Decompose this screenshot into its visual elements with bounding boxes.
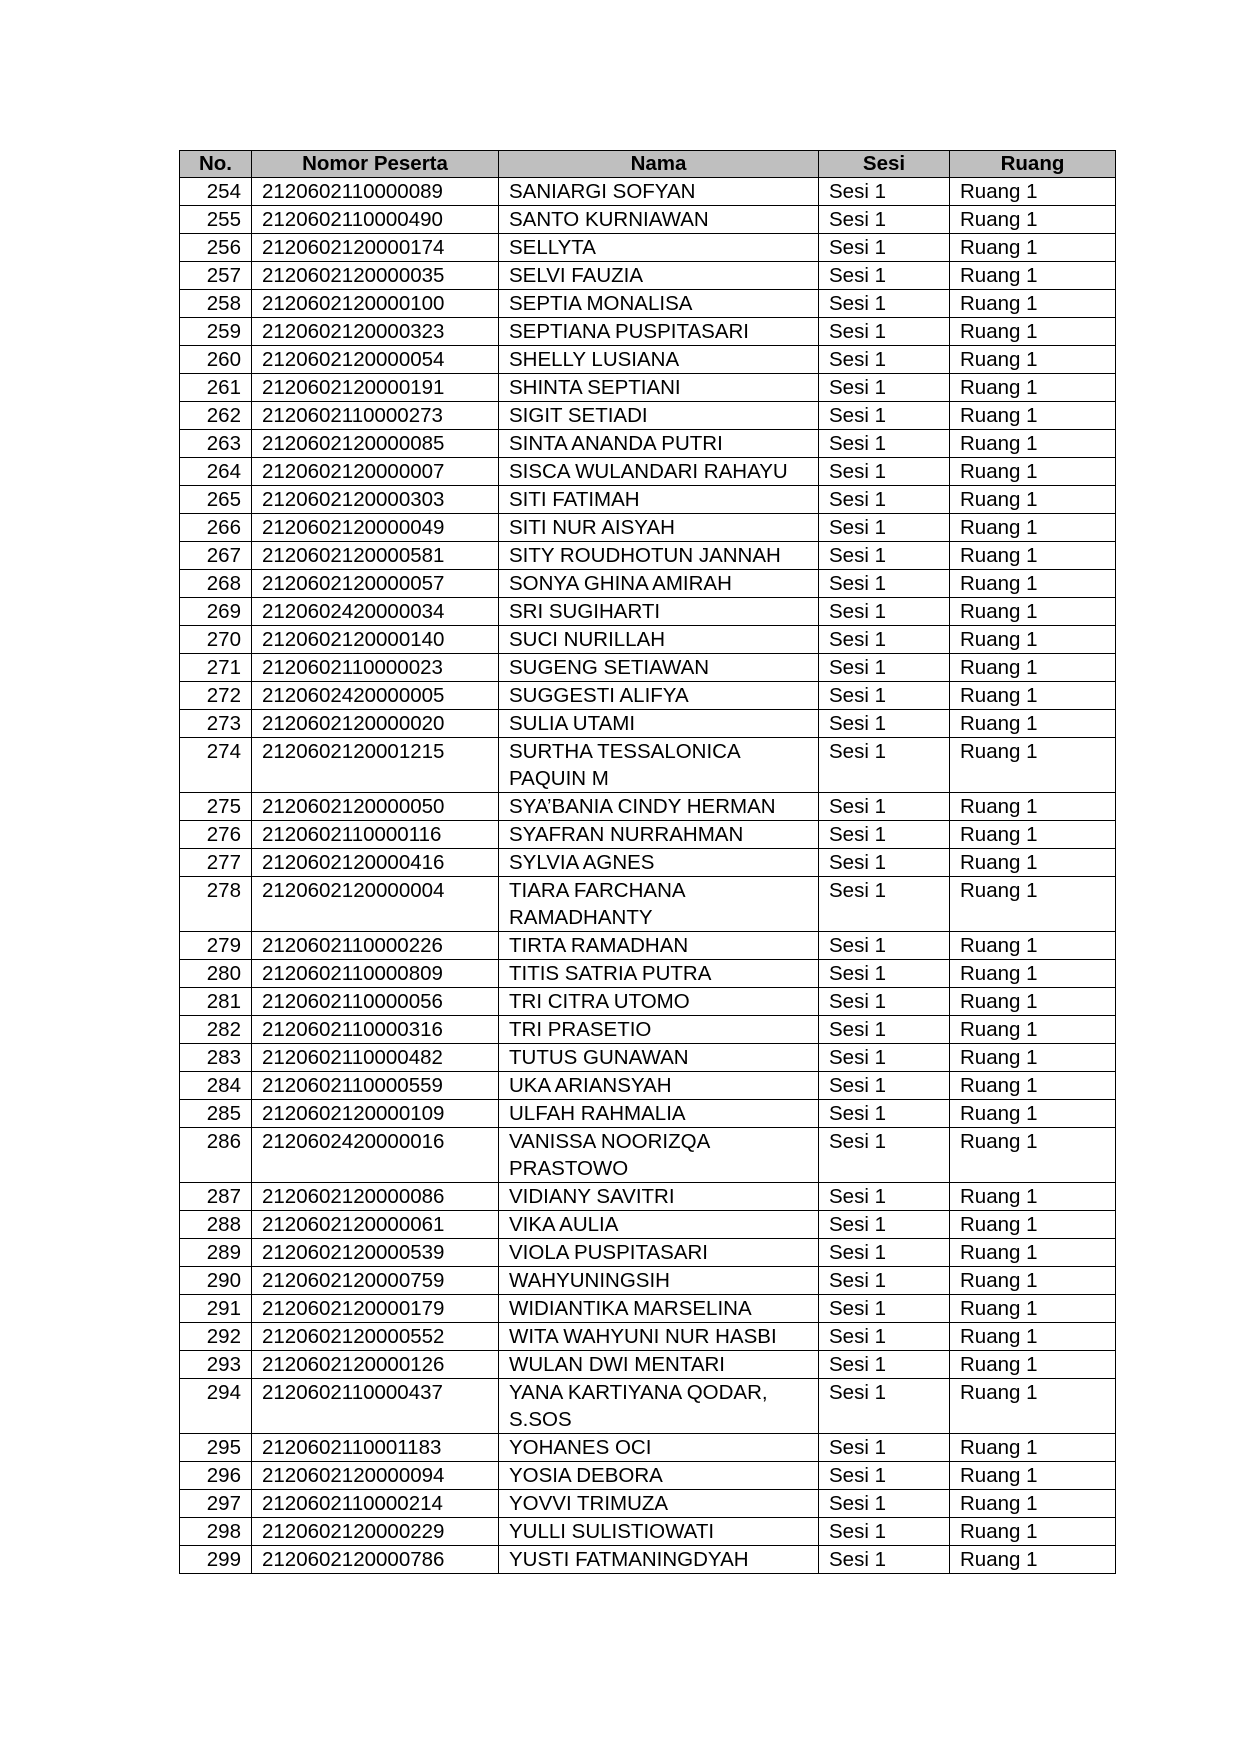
- cell-nomor-peserta: 2120602420000005: [252, 682, 499, 710]
- table-row: [180, 402, 1116, 430]
- cell-sesi: Sesi 1: [819, 1267, 950, 1295]
- cell-nama-line: S.SOS: [509, 1408, 572, 1431]
- cell-no: 263: [180, 430, 252, 458]
- cell-no: 257: [180, 262, 252, 290]
- table-row: [180, 486, 1116, 514]
- cell-no: 259: [180, 318, 252, 346]
- cell-ruang: Ruang 1: [950, 346, 1116, 374]
- cell-nomor-peserta: 2120602120000061: [252, 1211, 499, 1239]
- cell-nama: YULLI SULISTIOWATI: [499, 1518, 819, 1546]
- cell-nomor-peserta: 2120602120000140: [252, 626, 499, 654]
- cell-nama: [499, 1379, 819, 1434]
- cell-no: 255: [180, 206, 252, 234]
- cell-sesi: Sesi 1: [819, 1518, 950, 1546]
- cell-sesi: Sesi 1: [819, 654, 950, 682]
- cell-ruang: Ruang 1: [950, 430, 1116, 458]
- cell-sesi: Sesi 1: [819, 1462, 950, 1490]
- cell-no: 269: [180, 598, 252, 626]
- cell-nomor-peserta: 2120602110000437: [252, 1379, 499, 1434]
- table-row: [180, 1016, 1116, 1044]
- cell-ruang: Ruang 1: [950, 374, 1116, 402]
- cell-nama: SITI FATIMAH: [499, 486, 819, 514]
- table-row: [180, 793, 1116, 821]
- table-row: [180, 570, 1116, 598]
- table-row: [180, 1239, 1116, 1267]
- cell-no: 298: [180, 1518, 252, 1546]
- cell-no: 285: [180, 1100, 252, 1128]
- cell-sesi: Sesi 1: [819, 1128, 950, 1183]
- cell-nama: TRI CITRA UTOMO: [499, 988, 819, 1016]
- cell-no: 296: [180, 1462, 252, 1490]
- cell-nomor-peserta: 2120602110000116: [252, 821, 499, 849]
- cell-nomor-peserta: 2120602120000100: [252, 290, 499, 318]
- cell-nomor-peserta: 2120602110001183: [252, 1434, 499, 1462]
- cell-ruang: Ruang 1: [950, 206, 1116, 234]
- cell-nomor-peserta: 2120602110000559: [252, 1072, 499, 1100]
- table-row: [180, 877, 1116, 932]
- cell-ruang: Ruang 1: [950, 960, 1116, 988]
- cell-ruang: Ruang 1: [950, 710, 1116, 738]
- cell-nomor-peserta: 2120602120000552: [252, 1323, 499, 1351]
- cell-sesi: Sesi 1: [819, 514, 950, 542]
- cell-nomor-peserta: 2120602120000179: [252, 1295, 499, 1323]
- cell-ruang: Ruang 1: [950, 738, 1116, 793]
- cell-ruang: Ruang 1: [950, 1183, 1116, 1211]
- cell-nomor-peserta: 2120602120000416: [252, 849, 499, 877]
- cell-no: 286: [180, 1128, 252, 1183]
- cell-nama: SANIARGI SOFYAN: [499, 178, 819, 206]
- cell-ruang: Ruang 1: [950, 1434, 1116, 1462]
- table-row: [180, 710, 1116, 738]
- cell-no: 290: [180, 1267, 252, 1295]
- cell-nomor-peserta: 2120602110000023: [252, 654, 499, 682]
- cell-nama: SIGIT SETIADI: [499, 402, 819, 430]
- cell-nomor-peserta: 2120602120000007: [252, 458, 499, 486]
- table-row: [180, 626, 1116, 654]
- cell-sesi: Sesi 1: [819, 821, 950, 849]
- cell-sesi: Sesi 1: [819, 178, 950, 206]
- table-row: [180, 262, 1116, 290]
- cell-nama: SYA’BANIA CINDY HERMAN: [499, 793, 819, 821]
- cell-ruang: Ruang 1: [950, 654, 1116, 682]
- cell-nomor-peserta: 2120602120000303: [252, 486, 499, 514]
- cell-no: 267: [180, 542, 252, 570]
- cell-ruang: Ruang 1: [950, 793, 1116, 821]
- cell-no: 270: [180, 626, 252, 654]
- cell-nomor-peserta: 2120602110000226: [252, 932, 499, 960]
- cell-no: 260: [180, 346, 252, 374]
- table-row: [180, 1546, 1116, 1574]
- table-row: [180, 1462, 1116, 1490]
- cell-ruang: Ruang 1: [950, 1016, 1116, 1044]
- cell-nama: SITI NUR AISYAH: [499, 514, 819, 542]
- cell-sesi: Sesi 1: [819, 570, 950, 598]
- cell-nama: VIDIANY SAVITRI: [499, 1183, 819, 1211]
- cell-ruang: Ruang 1: [950, 234, 1116, 262]
- cell-nomor-peserta: 2120602120000759: [252, 1267, 499, 1295]
- cell-no: 294: [180, 1379, 252, 1434]
- cell-sesi: Sesi 1: [819, 542, 950, 570]
- table-row: [180, 346, 1116, 374]
- table-row: [180, 1323, 1116, 1351]
- table-row: [180, 1211, 1116, 1239]
- cell-nama: SELVI FAUZIA: [499, 262, 819, 290]
- table-row: [180, 682, 1116, 710]
- cell-nomor-peserta: 2120602120000054: [252, 346, 499, 374]
- cell-ruang: Ruang 1: [950, 262, 1116, 290]
- cell-sesi: Sesi 1: [819, 877, 950, 932]
- table-header: [180, 151, 1116, 178]
- cell-ruang: Ruang 1: [950, 682, 1116, 710]
- header-nomor-peserta: Nomor Peserta: [252, 151, 499, 178]
- cell-nama: [499, 877, 819, 932]
- cell-no: 299: [180, 1546, 252, 1574]
- cell-no: 276: [180, 821, 252, 849]
- cell-no: 262: [180, 402, 252, 430]
- table-row: [180, 374, 1116, 402]
- cell-nama: SONYA GHINA AMIRAH: [499, 570, 819, 598]
- table-row: [180, 960, 1116, 988]
- header-nama: Nama: [499, 151, 819, 178]
- cell-sesi: Sesi 1: [819, 290, 950, 318]
- cell-no: 266: [180, 514, 252, 542]
- cell-nama: SISCA WULANDARI RAHAYU: [499, 458, 819, 486]
- cell-ruang: Ruang 1: [950, 570, 1116, 598]
- cell-ruang: Ruang 1: [950, 542, 1116, 570]
- table-row: [180, 654, 1116, 682]
- cell-no: 282: [180, 1016, 252, 1044]
- cell-no: 281: [180, 988, 252, 1016]
- cell-nama: SANTO KURNIAWAN: [499, 206, 819, 234]
- table-row: [180, 1183, 1116, 1211]
- cell-sesi: Sesi 1: [819, 486, 950, 514]
- cell-sesi: Sesi 1: [819, 346, 950, 374]
- cell-nama: SYLVIA AGNES: [499, 849, 819, 877]
- cell-nomor-peserta: 2120602120000085: [252, 430, 499, 458]
- cell-nama: VIKA AULIA: [499, 1211, 819, 1239]
- cell-no: 261: [180, 374, 252, 402]
- cell-ruang: Ruang 1: [950, 1295, 1116, 1323]
- table-row: [180, 458, 1116, 486]
- cell-sesi: Sesi 1: [819, 430, 950, 458]
- cell-no: 275: [180, 793, 252, 821]
- cell-nama: YOVVI TRIMUZA: [499, 1490, 819, 1518]
- cell-no: 256: [180, 234, 252, 262]
- cell-nomor-peserta: 2120602120000050: [252, 793, 499, 821]
- cell-no: 264: [180, 458, 252, 486]
- table-row: [180, 290, 1116, 318]
- cell-sesi: Sesi 1: [819, 1379, 950, 1434]
- table-body: [180, 178, 1116, 1574]
- cell-nama: SUCI NURILLAH: [499, 626, 819, 654]
- cell-nomor-peserta: 2120602120000094: [252, 1462, 499, 1490]
- table-row: [180, 514, 1116, 542]
- cell-ruang: Ruang 1: [950, 1128, 1116, 1183]
- cell-nama-line: TIARA FARCHANA: [509, 879, 686, 902]
- cell-no: 258: [180, 290, 252, 318]
- cell-no: 287: [180, 1183, 252, 1211]
- cell-nomor-peserta: 2120602110000056: [252, 988, 499, 1016]
- cell-no: 292: [180, 1323, 252, 1351]
- cell-ruang: Ruang 1: [950, 821, 1116, 849]
- table-row: [180, 206, 1116, 234]
- table-row: [180, 1044, 1116, 1072]
- table-row: [180, 1295, 1116, 1323]
- cell-nama: [499, 1128, 819, 1183]
- cell-sesi: Sesi 1: [819, 626, 950, 654]
- table-row: [180, 988, 1116, 1016]
- cell-sesi: Sesi 1: [819, 318, 950, 346]
- cell-nama: SHINTA SEPTIANI: [499, 374, 819, 402]
- cell-nama: TUTUS GUNAWAN: [499, 1044, 819, 1072]
- cell-no: 277: [180, 849, 252, 877]
- table-row: [180, 1518, 1116, 1546]
- cell-nomor-peserta: 2120602120000035: [252, 262, 499, 290]
- table-row: [180, 430, 1116, 458]
- table-row: [180, 932, 1116, 960]
- cell-nama: SELLYTA: [499, 234, 819, 262]
- cell-no: 297: [180, 1490, 252, 1518]
- cell-sesi: Sesi 1: [819, 932, 950, 960]
- cell-ruang: Ruang 1: [950, 1490, 1116, 1518]
- cell-no: 268: [180, 570, 252, 598]
- cell-no: 279: [180, 932, 252, 960]
- cell-ruang: Ruang 1: [950, 626, 1116, 654]
- cell-sesi: Sesi 1: [819, 234, 950, 262]
- cell-sesi: Sesi 1: [819, 1239, 950, 1267]
- cell-nama: WULAN DWI MENTARI: [499, 1351, 819, 1379]
- cell-no: 254: [180, 178, 252, 206]
- cell-sesi: Sesi 1: [819, 262, 950, 290]
- table-row: [180, 598, 1116, 626]
- cell-nama-line: VANISSA NOORIZQA: [509, 1130, 711, 1153]
- cell-ruang: Ruang 1: [950, 1239, 1116, 1267]
- cell-nama: ULFAH RAHMALIA: [499, 1100, 819, 1128]
- cell-ruang: Ruang 1: [950, 1267, 1116, 1295]
- table-row: [180, 178, 1116, 206]
- cell-nomor-peserta: 2120602120000174: [252, 234, 499, 262]
- cell-sesi: Sesi 1: [819, 1072, 950, 1100]
- cell-nomor-peserta: 2120602420000034: [252, 598, 499, 626]
- cell-ruang: Ruang 1: [950, 486, 1116, 514]
- cell-no: 265: [180, 486, 252, 514]
- cell-ruang: Ruang 1: [950, 1044, 1116, 1072]
- cell-no: 274: [180, 738, 252, 793]
- cell-sesi: Sesi 1: [819, 1546, 950, 1574]
- cell-nomor-peserta: 2120602120000004: [252, 877, 499, 932]
- table-row: [180, 738, 1116, 793]
- cell-sesi: Sesi 1: [819, 960, 950, 988]
- table-row: [180, 234, 1116, 262]
- cell-nama-line: RAMADHANTY: [509, 906, 653, 929]
- cell-sesi: Sesi 1: [819, 710, 950, 738]
- cell-nama-line: PAQUIN M: [509, 767, 609, 790]
- cell-no: 288: [180, 1211, 252, 1239]
- cell-nomor-peserta: 2120602110000482: [252, 1044, 499, 1072]
- cell-ruang: Ruang 1: [950, 1211, 1116, 1239]
- cell-nama: SYAFRAN NURRAHMAN: [499, 821, 819, 849]
- cell-nomor-peserta: 2120602120000539: [252, 1239, 499, 1267]
- cell-nomor-peserta: 2120602110000316: [252, 1016, 499, 1044]
- cell-ruang: Ruang 1: [950, 1351, 1116, 1379]
- cell-nomor-peserta: 2120602120000191: [252, 374, 499, 402]
- cell-no: 289: [180, 1239, 252, 1267]
- cell-nomor-peserta: 2120602420000016: [252, 1128, 499, 1183]
- cell-nama-line: YANA KARTIYANA QODAR,: [509, 1381, 768, 1404]
- cell-sesi: Sesi 1: [819, 374, 950, 402]
- cell-nama: WAHYUNINGSIH: [499, 1267, 819, 1295]
- cell-sesi: Sesi 1: [819, 1211, 950, 1239]
- cell-nama: TIRTA RAMADHAN: [499, 932, 819, 960]
- table-row: [180, 1379, 1116, 1434]
- cell-nama: SITY ROUDHOTUN JANNAH: [499, 542, 819, 570]
- table-row: [180, 1072, 1116, 1100]
- cell-no: 283: [180, 1044, 252, 1072]
- cell-nomor-peserta: 2120602110000809: [252, 960, 499, 988]
- cell-ruang: Ruang 1: [950, 1323, 1116, 1351]
- cell-no: 284: [180, 1072, 252, 1100]
- cell-nomor-peserta: 2120602120000581: [252, 542, 499, 570]
- cell-nama: WIDIANTIKA MARSELINA: [499, 1295, 819, 1323]
- cell-nomor-peserta: 2120602120000786: [252, 1546, 499, 1574]
- cell-nama-line: SURTHA TESSALONICA: [509, 740, 741, 763]
- cell-nama: TRI PRASETIO: [499, 1016, 819, 1044]
- cell-nama: SINTA ANANDA PUTRI: [499, 430, 819, 458]
- cell-nama: TITIS SATRIA PUTRA: [499, 960, 819, 988]
- cell-ruang: Ruang 1: [950, 932, 1116, 960]
- cell-nama: UKA ARIANSYAH: [499, 1072, 819, 1100]
- cell-ruang: Ruang 1: [950, 402, 1116, 430]
- cell-ruang: Ruang 1: [950, 1462, 1116, 1490]
- cell-ruang: Ruang 1: [950, 877, 1116, 932]
- cell-ruang: Ruang 1: [950, 598, 1116, 626]
- cell-nama-line: PRASTOWO: [509, 1157, 629, 1180]
- table-row: [180, 318, 1116, 346]
- cell-no: 272: [180, 682, 252, 710]
- cell-sesi: Sesi 1: [819, 1323, 950, 1351]
- cell-nomor-peserta: 2120602120001215: [252, 738, 499, 793]
- cell-no: 271: [180, 654, 252, 682]
- header-row: [180, 151, 1116, 178]
- table-row: [180, 1351, 1116, 1379]
- cell-no: 295: [180, 1434, 252, 1462]
- cell-ruang: Ruang 1: [950, 1072, 1116, 1100]
- table-row: [180, 821, 1116, 849]
- cell-no: 278: [180, 877, 252, 932]
- cell-nomor-peserta: 2120602110000089: [252, 178, 499, 206]
- cell-sesi: Sesi 1: [819, 1351, 950, 1379]
- cell-nama: YOHANES OCI: [499, 1434, 819, 1462]
- cell-nama: SUGENG SETIAWAN: [499, 654, 819, 682]
- cell-nomor-peserta: 2120602120000057: [252, 570, 499, 598]
- cell-nama: YOSIA DEBORA: [499, 1462, 819, 1490]
- cell-ruang: Ruang 1: [950, 1518, 1116, 1546]
- cell-sesi: Sesi 1: [819, 682, 950, 710]
- cell-no: 273: [180, 710, 252, 738]
- cell-sesi: Sesi 1: [819, 402, 950, 430]
- cell-ruang: Ruang 1: [950, 318, 1116, 346]
- cell-nama: SEPTIA MONALISA: [499, 290, 819, 318]
- cell-sesi: Sesi 1: [819, 738, 950, 793]
- header-no: No.: [180, 151, 252, 178]
- cell-nama: SULIA UTAMI: [499, 710, 819, 738]
- cell-no: 291: [180, 1295, 252, 1323]
- cell-ruang: Ruang 1: [950, 1379, 1116, 1434]
- cell-sesi: Sesi 1: [819, 458, 950, 486]
- cell-ruang: Ruang 1: [950, 290, 1116, 318]
- cell-nomor-peserta: 2120602110000490: [252, 206, 499, 234]
- table-row: [180, 1434, 1116, 1462]
- cell-no: 280: [180, 960, 252, 988]
- cell-sesi: Sesi 1: [819, 1044, 950, 1072]
- cell-nama: SHELLY LUSIANA: [499, 346, 819, 374]
- cell-nama: SRI SUGIHARTI: [499, 598, 819, 626]
- cell-nomor-peserta: 2120602120000049: [252, 514, 499, 542]
- cell-nomor-peserta: 2120602120000126: [252, 1351, 499, 1379]
- header-ruang: Ruang: [950, 151, 1116, 178]
- table-row: [180, 1128, 1116, 1183]
- cell-nama: YUSTI FATMANINGDYAH: [499, 1546, 819, 1574]
- cell-sesi: Sesi 1: [819, 793, 950, 821]
- cell-sesi: Sesi 1: [819, 1490, 950, 1518]
- cell-sesi: Sesi 1: [819, 1100, 950, 1128]
- cell-sesi: Sesi 1: [819, 988, 950, 1016]
- cell-nama: [499, 738, 819, 793]
- cell-no: 293: [180, 1351, 252, 1379]
- table-row: [180, 1100, 1116, 1128]
- cell-ruang: Ruang 1: [950, 458, 1116, 486]
- cell-nama: VIOLA PUSPITASARI: [499, 1239, 819, 1267]
- table-row: [180, 1267, 1116, 1295]
- cell-nama: WITA WAHYUNI NUR HASBI: [499, 1323, 819, 1351]
- cell-ruang: Ruang 1: [950, 1100, 1116, 1128]
- cell-nomor-peserta: 2120602120000086: [252, 1183, 499, 1211]
- cell-sesi: Sesi 1: [819, 1295, 950, 1323]
- cell-nomor-peserta: 2120602120000020: [252, 710, 499, 738]
- cell-ruang: Ruang 1: [950, 1546, 1116, 1574]
- cell-nama: SUGGESTI ALIFYA: [499, 682, 819, 710]
- cell-ruang: Ruang 1: [950, 178, 1116, 206]
- cell-nomor-peserta: 2120602120000229: [252, 1518, 499, 1546]
- cell-ruang: Ruang 1: [950, 514, 1116, 542]
- cell-sesi: Sesi 1: [819, 1016, 950, 1044]
- cell-nomor-peserta: 2120602110000214: [252, 1490, 499, 1518]
- cell-nama: SEPTIANA PUSPITASARI: [499, 318, 819, 346]
- cell-nomor-peserta: 2120602120000323: [252, 318, 499, 346]
- participant-table: [179, 150, 1116, 1574]
- table-row: [180, 849, 1116, 877]
- cell-sesi: Sesi 1: [819, 1183, 950, 1211]
- cell-nomor-peserta: 2120602110000273: [252, 402, 499, 430]
- cell-sesi: Sesi 1: [819, 206, 950, 234]
- cell-ruang: Ruang 1: [950, 988, 1116, 1016]
- table-row: [180, 1490, 1116, 1518]
- cell-sesi: Sesi 1: [819, 849, 950, 877]
- cell-sesi: Sesi 1: [819, 1434, 950, 1462]
- cell-sesi: Sesi 1: [819, 598, 950, 626]
- table-row: [180, 542, 1116, 570]
- cell-ruang: Ruang 1: [950, 849, 1116, 877]
- header-sesi: Sesi: [819, 151, 950, 178]
- cell-nomor-peserta: 2120602120000109: [252, 1100, 499, 1128]
